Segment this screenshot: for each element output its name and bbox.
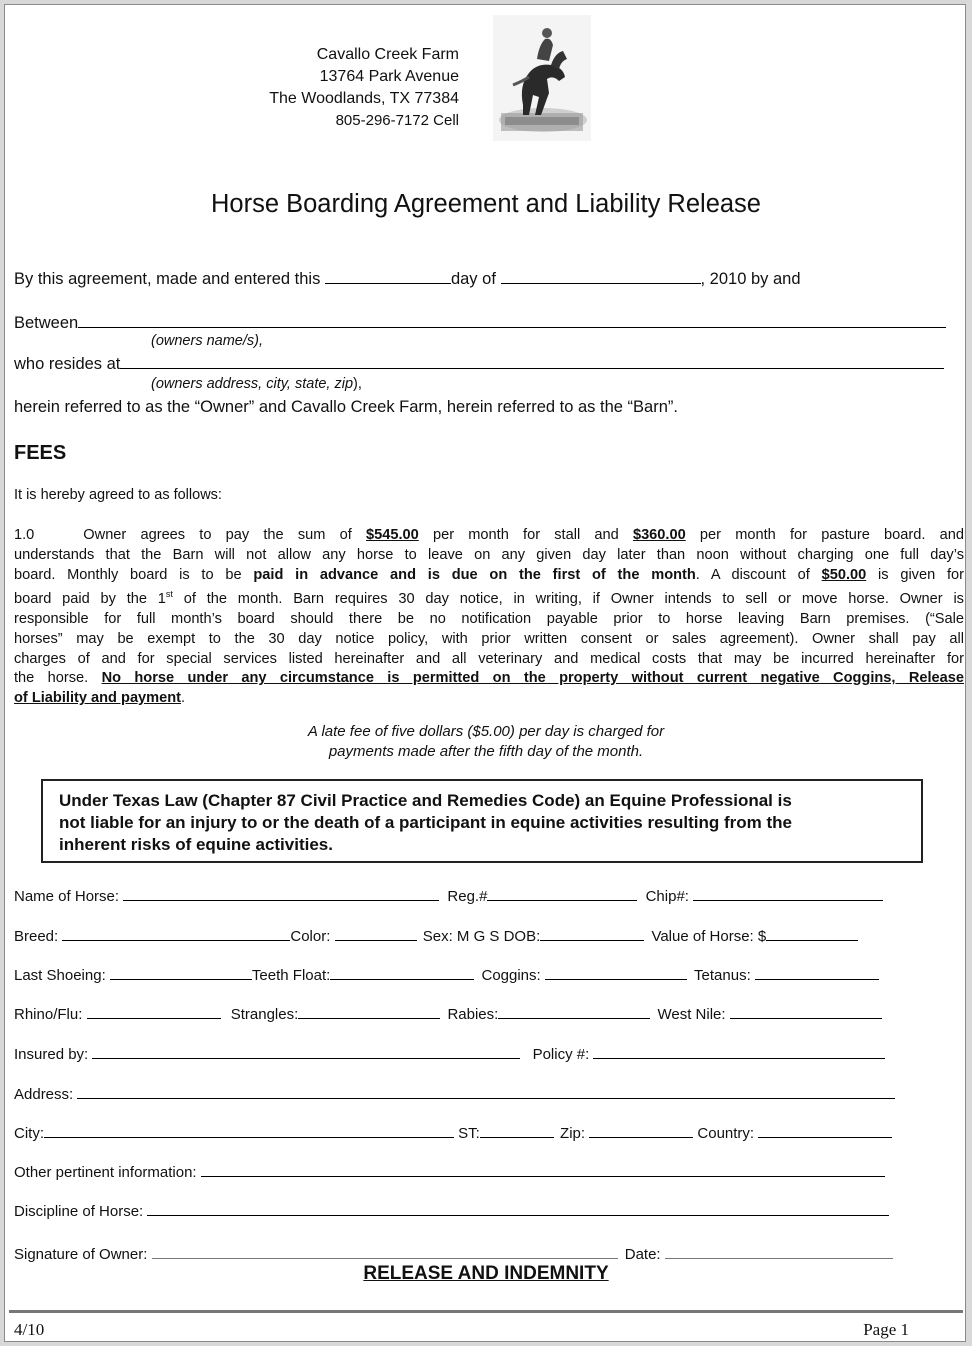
rhino-flu-field[interactable] — [87, 1003, 221, 1019]
country-label: Country: — [697, 1125, 755, 1142]
country-field[interactable] — [758, 1122, 892, 1138]
item-number: 1.0 — [14, 527, 35, 543]
form-row-address — [14, 1083, 895, 1103]
west-nile-label: West Nile: — [657, 1006, 726, 1023]
intro-dayof: day of — [450, 270, 496, 288]
address-hint-text: (owners address, city, state, zip — [151, 376, 354, 392]
fees-line-8 — [14, 669, 964, 689]
coggins-label: Coggins: — [481, 967, 541, 984]
resides-label: who resides at — [14, 355, 121, 373]
st-field[interactable] — [480, 1122, 554, 1138]
coggins-field[interactable] — [545, 964, 687, 980]
form-row-city — [14, 1122, 892, 1142]
intro-text: By this agreement, made and entered this — [14, 270, 321, 288]
discipline-label: Discipline of Horse: — [14, 1203, 144, 1220]
owner-address-hint — [151, 376, 362, 392]
other-info-label: Other pertinent information: — [14, 1164, 197, 1181]
insured-by-field[interactable] — [92, 1043, 520, 1059]
farm-city: The Woodlands, TX 77384 — [269, 90, 459, 107]
strangles-field[interactable] — [298, 1003, 440, 1019]
fees-line-1 — [14, 526, 964, 546]
horse-name-field[interactable] — [123, 885, 439, 901]
fees-line-5: responsible for full month’s board should there be no notification payable prior to horse leaving Barn premises. (“Sale — [14, 611, 964, 628]
farm-phone: 805-296-7172 Cell — [335, 112, 459, 129]
address-label: Address: — [14, 1086, 74, 1103]
day-field[interactable] — [325, 268, 451, 284]
other-info-field[interactable] — [201, 1161, 885, 1177]
texas-law-notice — [41, 779, 923, 863]
late-fee-note — [5, 722, 966, 762]
form-row-breed — [14, 925, 858, 945]
rabies-label: Rabies: — [447, 1006, 499, 1023]
fees-line-3 — [14, 566, 964, 586]
fees-bold-text: of Liability and payment — [14, 690, 182, 707]
breed-label: Breed: — [14, 928, 59, 945]
owner-name-field[interactable] — [78, 312, 946, 328]
color-label: Color: — [290, 928, 331, 945]
fees-bold-text: No horse under any circumstance is permitted on the property without current negative Coggins, Release — [101, 670, 964, 687]
address-hint-end: ), — [353, 376, 362, 392]
horse-rider-logo — [493, 15, 591, 141]
fees-text: the horse. — [14, 670, 89, 687]
teeth-float-field[interactable] — [330, 964, 474, 980]
horse-name-label: Name of Horse: — [14, 888, 120, 905]
owner-name-hint: (owners name/s), — [151, 333, 264, 349]
west-nile-field[interactable] — [730, 1003, 882, 1019]
rabies-field[interactable] — [498, 1003, 650, 1019]
farm-street: 13764 Park Avenue — [319, 68, 459, 85]
intro-line — [14, 268, 801, 289]
chip-field[interactable] — [693, 885, 883, 901]
farm-name: Cavallo Creek Farm — [316, 46, 459, 63]
form-row-horse — [14, 885, 883, 905]
discount-amount: $50.00 — [821, 566, 867, 583]
between-label: Between — [14, 314, 79, 332]
intro-year: , 2010 by and — [700, 270, 801, 288]
signature-label: Signature of Owner: — [14, 1246, 148, 1263]
notice-line: inherent risks of equine activities. — [59, 835, 333, 854]
tetanus-label: Tetanus: — [694, 967, 751, 984]
form-row-signature — [14, 1243, 893, 1263]
fees-text: per month for pasture board. and — [699, 527, 964, 543]
zip-label: Zip: — [560, 1125, 586, 1142]
city-field[interactable] — [44, 1122, 454, 1138]
last-shoeing-label: Last Shoeing: — [14, 967, 106, 984]
superscript: st — [165, 589, 173, 600]
fees-heading: FEES — [14, 442, 67, 464]
fees-text: Owner agrees to pay the sum of — [83, 527, 352, 543]
date-label: Date: — [624, 1246, 661, 1263]
document-page — [4, 4, 966, 1342]
herein-text: herein referred to as the “Owner” and Cavallo Creek Farm, herein referred to as the “Barn”. — [14, 398, 678, 416]
reg-label: Reg.# — [447, 888, 488, 905]
month-field[interactable] — [501, 268, 701, 284]
form-row-shoeing — [14, 964, 879, 984]
fees-text: . — [181, 690, 186, 707]
release-heading: RELEASE AND INDEMNITY — [363, 1263, 609, 1284]
address-field[interactable] — [77, 1083, 895, 1099]
pasture-amount: $360.00 — [632, 527, 686, 543]
revision-date: 4/10 — [14, 1320, 45, 1339]
signature-field[interactable] — [152, 1243, 618, 1259]
city-label: City: — [14, 1125, 44, 1142]
fees-line-2: understands that the Barn will not allow any horse to leave on any given day later than noon without charging one full day’s — [14, 546, 964, 563]
form-row-discipline — [14, 1200, 889, 1220]
value-field[interactable] — [766, 925, 858, 941]
form-row-vaccines — [14, 1003, 882, 1023]
policy-field[interactable] — [593, 1043, 885, 1059]
fees-text: board paid by the 1 — [14, 591, 166, 608]
notice-line: Under Texas Law (Chapter 87 Civil Practice and Remedies Code) an Equine Professional is — [59, 791, 792, 810]
fees-text: of the month. Barn requires 30 day notice, in writing, if Owner intends to sell or move horse. Owner is — [183, 591, 964, 608]
owner-address-field[interactable] — [120, 353, 944, 369]
fees-bold-text: paid in advance and is due on the first of the month — [253, 566, 696, 583]
fees-text: is given for — [878, 566, 965, 583]
document-title: Horse Boarding Agreement and Liability Release — [211, 190, 761, 218]
fees-line-6: horses” may be exempt to the 30 day notice policy, with prior written consent or sales agreement). Owner shall pay all — [14, 630, 964, 647]
late-fee-line: A late fee of five dollars ($5.00) per day is charged for — [307, 723, 665, 740]
agreed-text: It is hereby agreed to as follows: — [14, 487, 222, 503]
last-shoeing-field[interactable] — [110, 964, 252, 980]
sex-label: Sex: M G S — [422, 928, 500, 945]
form-row-insurance — [14, 1043, 885, 1063]
form-row-other — [14, 1161, 885, 1181]
dob-field[interactable] — [540, 925, 644, 941]
tetanus-field[interactable] — [755, 964, 879, 980]
fees-line-4 — [14, 585, 964, 610]
chip-label: Chip#: — [645, 888, 689, 905]
stall-amount: $545.00 — [366, 527, 419, 543]
reg-field[interactable] — [487, 885, 637, 901]
fees-line-9 — [14, 689, 964, 709]
teeth-float-label: Teeth Float: — [251, 967, 331, 984]
rhino-flu-label: Rhino/Flu: — [14, 1006, 83, 1023]
notice-line: not liable for an injury to or the death of a participant in equine activities resulting from the — [59, 813, 792, 832]
fees-text: . A discount of — [695, 566, 810, 583]
color-field[interactable] — [335, 925, 417, 941]
fees-paragraph — [14, 526, 964, 709]
st-label: ST: — [458, 1125, 480, 1142]
footer-divider — [9, 1310, 963, 1313]
breed-field[interactable] — [62, 925, 290, 941]
discipline-field[interactable] — [147, 1200, 889, 1216]
between-line — [14, 312, 946, 333]
late-fee-line: payments made after the fifth day of the month. — [328, 743, 644, 760]
resides-line — [14, 353, 944, 374]
dob-label: DOB: — [503, 928, 541, 945]
strangles-label: Strangles: — [230, 1006, 299, 1023]
page-number: Page 1 — [863, 1320, 909, 1339]
fees-line-7: charges of and for special services listed hereinafter and all veterinary and medical costs that may be incurred hereinafter for — [14, 650, 964, 667]
policy-label: Policy #: — [532, 1046, 590, 1063]
zip-field[interactable] — [589, 1122, 693, 1138]
fees-text: board. Monthly board is to be — [14, 566, 242, 583]
insured-by-label: Insured by: — [14, 1046, 89, 1063]
date-field[interactable] — [665, 1243, 893, 1259]
value-label: Value of Horse: $ — [651, 928, 767, 945]
fees-text: per month for stall and — [432, 527, 619, 543]
